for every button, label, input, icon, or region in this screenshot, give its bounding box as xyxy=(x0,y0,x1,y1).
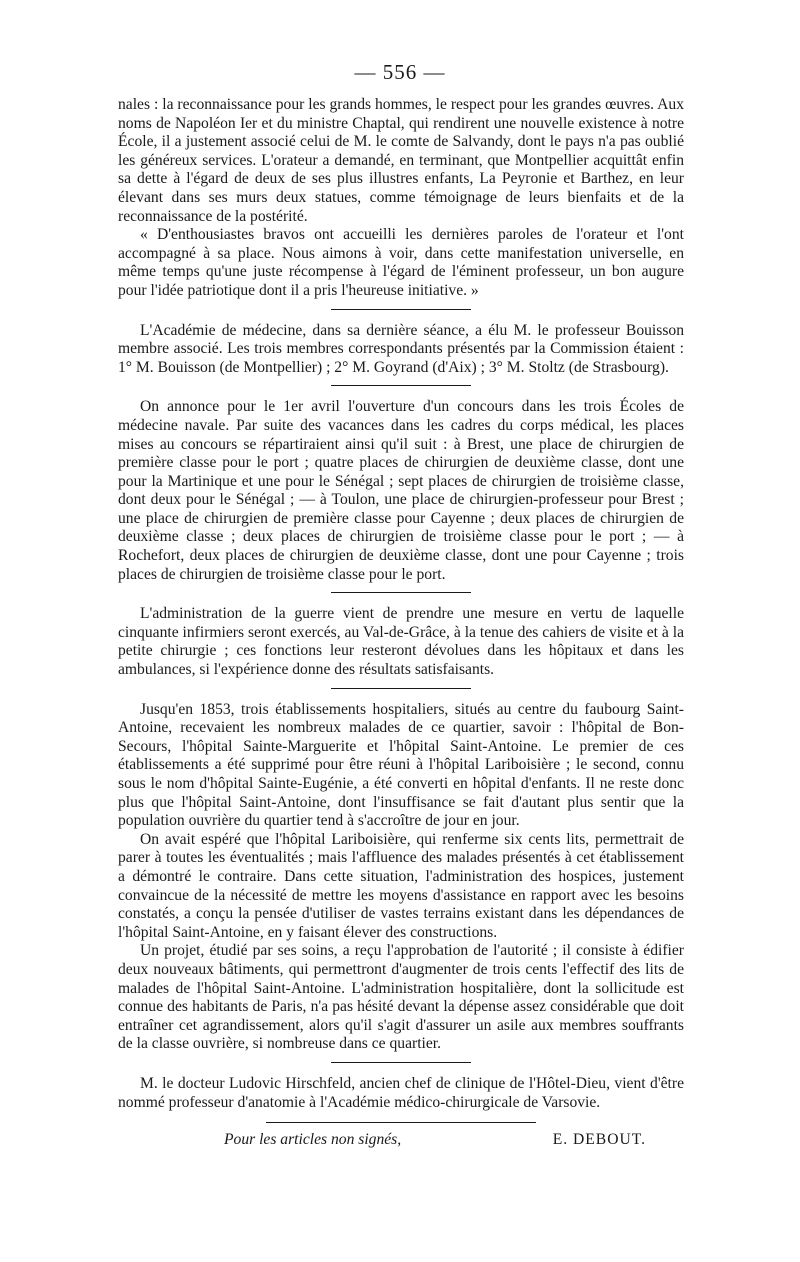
signature-line xyxy=(118,1131,684,1150)
page-number: — 556 — xyxy=(354,60,446,84)
paragraph-lariboisiere: On avait espéré que l'hôpital Lariboisière, qui renferme six cents lits, permettrait de parer à toutes les éventualités ; mais l'affluence des malades présentés à cet établissement a démontré le contraire. Dans cette situation, l'administration des hospices, justement convaincue de la nécessité de mettre les moyens d'assistance en rapport avec les besoins constatés, a conçu la pensée d'utiliser de vastes terrains existant dans les dépendances de l'hôpital Saint-Antoine, en y faisant élever des constructions. xyxy=(118,830,684,941)
signature-divider xyxy=(266,1122,536,1123)
paragraph-enthousiastes-bravos: « D'enthousiastes bravos ont accueilli les dernières paroles de l'orateur et l'ont accompagné à sa place. Nous aimons à voir, dans cette manifestation universelle, en même temps qu'une juste récompense à l'égard de l'éminent professeur, un bon augure pour l'idée patriotique dont il a pris l'heureuse initiative. » xyxy=(118,226,684,299)
section-divider xyxy=(331,592,471,593)
signature-author: E. DEBOUT. xyxy=(552,1131,646,1149)
section-divider xyxy=(331,1062,471,1063)
section-divider xyxy=(331,385,471,386)
paragraph-academie-medecine: L'Académie de médecine, dans sa dernière séance, a élu M. le professeur Bouisson membre associé. Les trois membres correspondants présentés par la Commission étaient : 1° M. Bouisson (de Montpellier) ; 2° M. Goyrand (d'Aix) ; 3° M. Stoltz (de Strasbourg). xyxy=(118,321,684,376)
paragraph-projet-batiments: Un projet, étudié par ses soins, a reçu l'approbation de l'autorité ; il consiste à édifier deux nouveaux bâtiments, qui permettront d'augmenter de trois cents l'effectif des lits de malades de l'hôpital Saint-Antoine. L'administration hospitalière, dont la sollicitude est connue des habitants de Paris, n'a pas hésité devant la dépense assez considérable que doit entraîner cet agrandissement, alors qu'il s'agit d'assurer un asile aux membres souffrants de la classe ouvrière, si nombreuse dans ce quartier. xyxy=(118,942,684,1053)
section-divider xyxy=(331,309,471,310)
section-divider xyxy=(331,688,471,689)
article-body xyxy=(118,96,684,1150)
paragraph-concours-ecoles-navales: On annonce pour le 1er avril l'ouverture d'un concours dans les trois Écoles de médecine navale. Par suite des vacances dans les cadres du corps médical, les places mises au concours se répartiraient ainsi qu'il suit : à Brest, une place de chirurgien de première classe pour le port ; quatre places de chirurgien de deuxième classe, dont une pour la Martinique et une pour le Sénégal ; sept places de chirurgien de troisième classe, dont deux pour le Sénégal ; — à Toulon, une place de chirurgien-professeur pour Brest ; une place de chirurgien de première classe pour Cayenne ; deux places de chirurgien de deuxième classe ; deux places de chirurgien de troisième classe pour le port ; — à Rochefort, deux places de chirurgien de deuxième classe, dont une pour Cayenne ; trois places de chirurgien de troisième classe pour le port. xyxy=(118,398,684,583)
paragraph-administration-guerre: L'administration de la guerre vient de prendre une mesure en vertu de laquelle cinquante infirmiers seront exercés, au Val-de-Grâce, à la tenue des cahiers de visite et à la petite chirurgie ; ces fonctions leur resteront dévolues dans les hôpitaux et dans les ambulances, si l'expérience donne des résultats satisfaisants. xyxy=(118,605,684,679)
signature-note: Pour les articles non signés, xyxy=(224,1131,402,1149)
paragraph-hirschfeld: M. le docteur Ludovic Hirschfeld, ancien chef de clinique de l'Hôtel-Dieu, vient d'être nommé professeur d'anatomie à l'Académie médico-chirurgicale de Varsovie. xyxy=(118,1074,684,1111)
paragraph-orateur-conclusion: nales : la reconnaissance pour les grands hommes, le respect pour les grandes œuvres. Aux noms de Napoléon Ier et du ministre Chaptal, qui rendirent une nouvelle existence à notre École, il a justement associé celui de M. le comte de Salvandy, dont le pays n'a pas oublié les généreux services. L'orateur a demandé, en terminant, que Montpellier acquittât enfin sa dette à l'égard de deux de ses plus illustres enfants, La Peyronie et Barthez, en leur élevant dans ses murs deux statues, comme témoignage de leurs bienfaits et de la reconnaissance de la postérité. xyxy=(118,96,684,225)
paragraph-hopitaux-faubourg: Jusqu'en 1853, trois établissements hospitaliers, situés au centre du faubourg Saint-Antoine, recevaient les nombreux malades de ce quartier, savoir : l'hôpital de Bon-Secours, l'hôpital Sainte-Marguerite et l'hôpital Saint-Antoine. Le premier de ces établissements a été supprimé pour être réuni à l'hôpital Lariboisière ; le second, connu sous le nom d'hôpital Sainte-Eugénie, a été converti en hôpital d'enfants. Il ne reste donc plus que l'hôpital Saint-Antoine, dont l'insuffisance se fait d'autant plus sentir que la population ouvrière du quartier tend à s'accroître de jour en jour. xyxy=(118,700,684,830)
